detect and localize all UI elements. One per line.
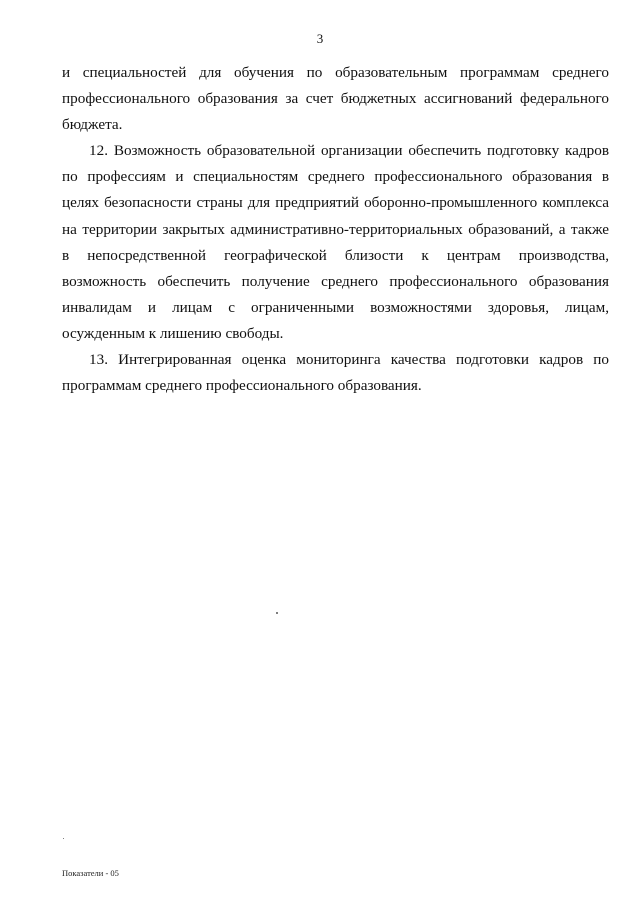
scan-speck <box>63 838 64 839</box>
scan-speck <box>276 612 278 614</box>
page-number: 3 <box>316 31 324 46</box>
footer-label: Показатели - 05 <box>62 868 119 878</box>
paragraph-item-12: 12. Возможность образовательной организации обеспечить подготовку кадров по профессиям и специальностям среднего профессионального образования в целях безопасности страны для предприятий оборонно-промышленного комплекса на территории закрытых административно-территориальных образований, а также в непосредственной географической близости к центрам производства, возможность обеспечить получение среднего профессионального образования инвалидам и лицам с ограниченными возможностями здоровья, лицам, осужденным к лишению свободы. <box>62 142 609 342</box>
paragraph-continuation: и специальностей для обучения по образовательным программам среднего профессионального образования за счет бюджетных ассигнований федерального бюджета. <box>62 64 609 134</box>
document-body <box>62 60 609 399</box>
paragraph-item-13: 13. Интегрированная оценка мониторинга качества подготовки кадров по программам среднего профессионального образования. <box>62 351 609 395</box>
